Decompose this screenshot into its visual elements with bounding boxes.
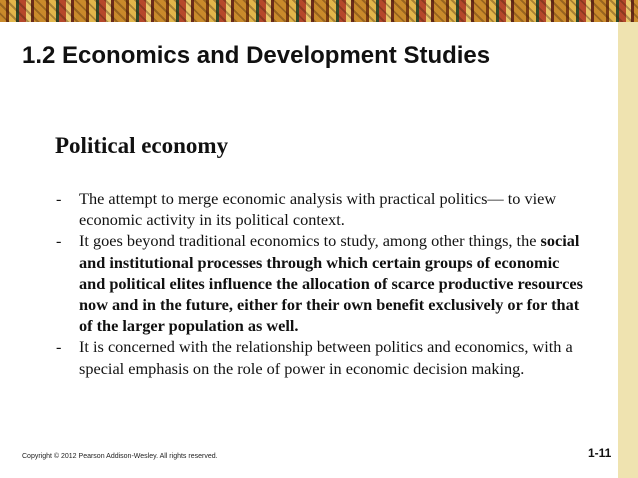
bullet-item: [56, 336, 584, 378]
bullet-text: The attempt to merge economic analysis with practical politics— to view economic activity in its political context.: [79, 189, 557, 230]
bullet-text: It is concerned with the relationship between politics and economics, with a special emphasis on the role of power in economic decision making.: [79, 337, 573, 378]
bullet-item: [56, 230, 584, 336]
slide-title: 1.2 Economics and Development Studies: [22, 42, 491, 69]
bullet-text-emphasis: social and institutional processes through which certain groups of economic and political elites influence the allocation of scarce productive resources now and in the future, either for their own benefit exclusively or for that of the larger population as well.: [79, 231, 583, 336]
bullet-item: [56, 188, 584, 230]
decorative-banner: [0, 0, 638, 22]
bullet-marker: -: [56, 337, 62, 357]
bullet-list: [56, 188, 584, 379]
bullet-text: It goes beyond traditional economics to study, among other things, the: [79, 231, 541, 251]
bullet-marker: -: [56, 231, 62, 251]
bullet-marker: -: [56, 189, 62, 208]
section-heading: Political economy: [55, 133, 229, 158]
slide-number: 1-11: [588, 446, 612, 460]
copyright-notice: Copyright © 2012 Pearson Addison-Wesley. All rights reserved.: [22, 453, 218, 460]
decorative-side-band: [618, 22, 638, 478]
